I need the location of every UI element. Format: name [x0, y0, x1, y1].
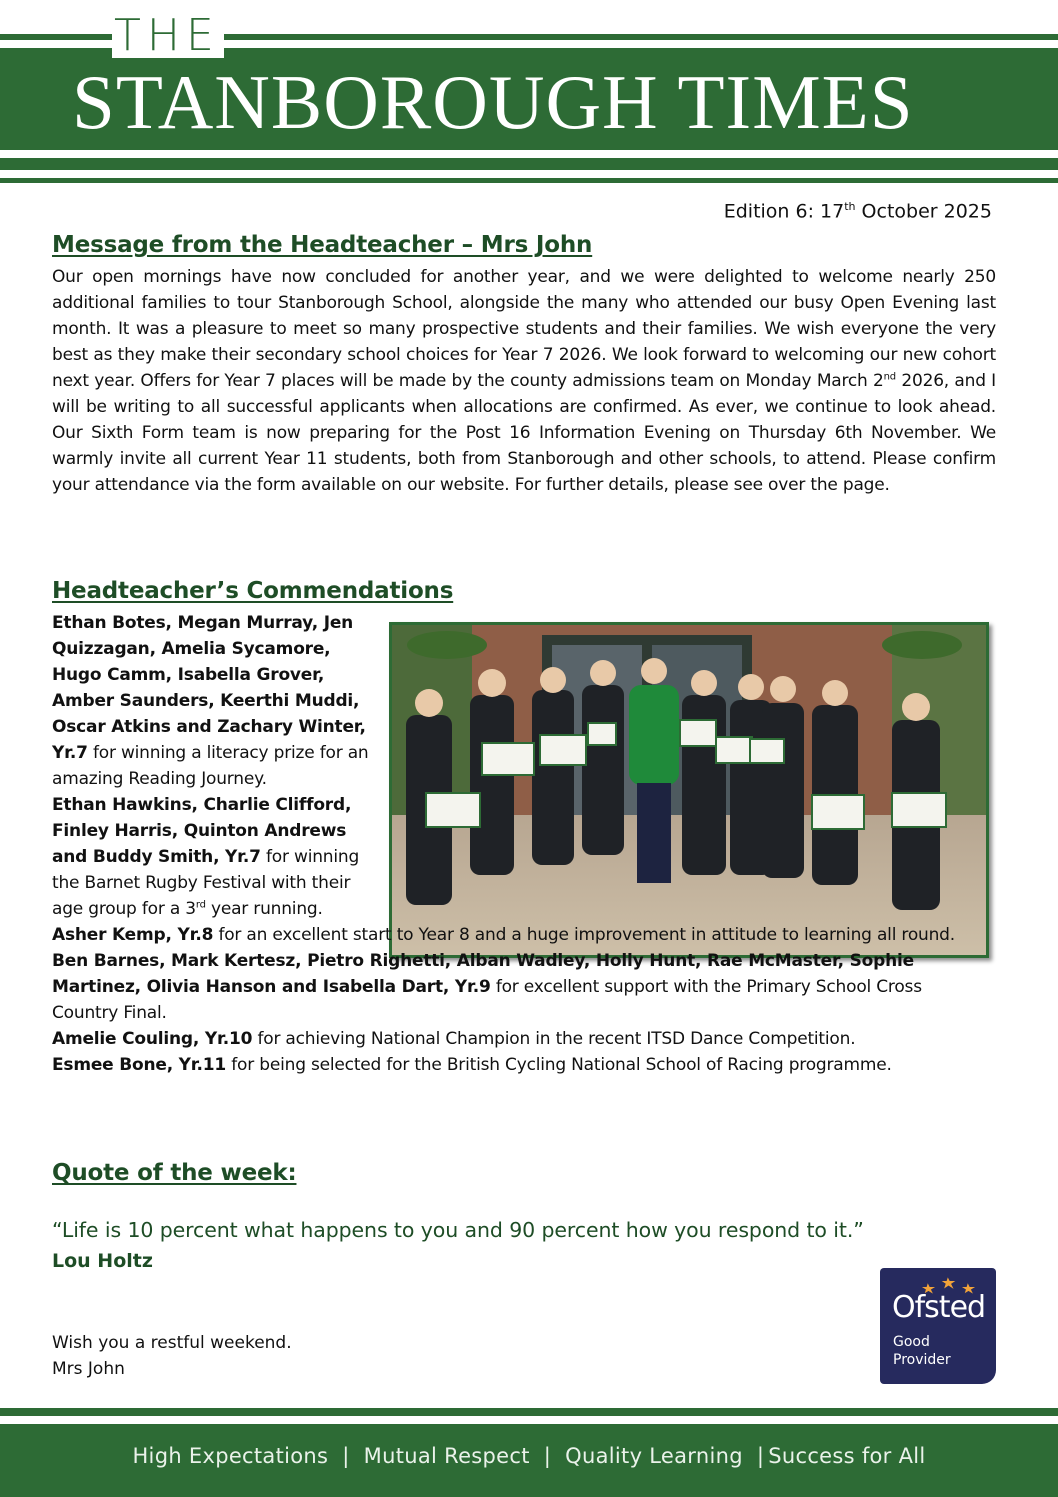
commendation-4 [52, 948, 972, 1026]
commendation-5-text: for achieving National Champion in the recent ITSD Dance Competition. [252, 1029, 856, 1049]
commendation-3-names: Asher Kemp, Yr.8 [52, 925, 214, 945]
masthead-rule-1 [0, 158, 1058, 170]
commendation-3 [52, 922, 972, 948]
quote-author: Lou Holtz [52, 1250, 153, 1272]
commendations-body [52, 610, 972, 1078]
commendations-wrap-column [52, 610, 370, 922]
footer-value-3: Quality Learning [565, 1444, 743, 1468]
commendation-2-sup: rd [195, 899, 206, 911]
edition-suffix: October 2025 [855, 200, 992, 223]
commendation-5-names: Amelie Couling, Yr.10 [52, 1029, 253, 1049]
commendation-3-text [213, 925, 955, 945]
edition-date [724, 200, 992, 222]
ofsted-grade-2: Provider [893, 1352, 951, 1368]
commendation-5 [52, 1026, 972, 1052]
commendation-3-text-line: for an excellent start to Year 8 and a huge improvement in attitude to learning all round. [213, 925, 955, 945]
message-text-b: 2026, and I will be writing to all successful applicants when allocations are confirmed. As ever, we continue to look ahead. Our Sixth Form team is now preparing for the Post 16 Information Evening on Thursday 6th November. We warmly invite all current Year 11 students, both from Stanborough and other schools, to attend. Please confirm your attendance via the form available on our website. For further details, please see over the page. [52, 371, 996, 495]
commendation-4-text: for excellent support with the Primary School Cross Country Final. [52, 977, 922, 1023]
commendation-6 [52, 1052, 972, 1078]
signoff-line-1: Wish you a restful weekend. [52, 1333, 292, 1353]
edition-sup: th [844, 200, 856, 213]
signoff-line-2: Mrs John [52, 1359, 125, 1379]
commendation-6-names: Esmee Bone, Yr.11 [52, 1055, 227, 1075]
commendation-1-names: Ethan Botes, Megan Murray, Jen Quizzagan, Amelia Sycamore, Hugo Camm, Isabella Grover, Amber Saunders, Keerthi Muddi, Oscar Atkins and Zachary Winter, Yr.7 [52, 613, 366, 763]
message-heading: Message from the Headteacher – Mrs John [52, 232, 593, 258]
footer-sep-2: | [543, 1444, 552, 1468]
commendation-1 [52, 610, 370, 792]
commendation-6-text: for being selected for the British Cycling National School of Racing programme. [226, 1055, 892, 1075]
commendation-4-names: Ben Barnes, Mark Kertesz, Pietro Righetti, Alban Wadley, Holly Hunt, Rae McMaster, Sophie Martinez, Olivia Hanson and Isabella Dart, Yr.9 [52, 951, 914, 997]
commendation-2-text-a: for winning the Barnet Rugby Festival with their age group for a 3 [52, 847, 360, 919]
ofsted-grade-1: Good [893, 1334, 930, 1350]
commendation-2-text-b: year running. [205, 899, 323, 919]
footer-sep-3: | [756, 1444, 765, 1468]
message-sup: nd [883, 371, 896, 383]
signoff [52, 1330, 292, 1382]
ofsted-name: Ofsted [892, 1290, 986, 1325]
quote-heading: Quote of the week: [52, 1160, 297, 1186]
commendation-1-text: for winning a literacy prize for an amazing Reading Journey. [52, 743, 369, 789]
masthead-the: THE [112, 14, 224, 58]
commendations-heading: Headteacher’s Commendations [52, 578, 454, 604]
ofsted-badge [880, 1268, 996, 1384]
commendation-2 [52, 792, 370, 922]
message-text-a: Our open mornings have now concluded for another year, and we were delighted to welcome nearly 250 additional families to tour Stanborough School, alongside the many who attended our busy Open Evening last month. It was a pleasure to meet so many prospective students and their families. We wish everyone the very best as they make their secondary school choices for Year 7 2026. We look forward to welcoming our new cohort next year. Offers for Year 7 places will be made by the county admissions team on Monday March 2 [52, 267, 996, 391]
footer-rule [0, 1408, 1058, 1416]
footer-sep-1: | [342, 1444, 350, 1468]
footer-value-1: High Expectations [132, 1444, 329, 1468]
message-body [52, 264, 996, 498]
masthead-title: STANBOROUGH TIMES [72, 59, 914, 145]
commendation-2-names: Ethan Hawkins, Charlie Clifford, Finley Harris, Quinton Andrews and Buddy Smith, Yr.7 [52, 795, 352, 867]
footer-value-2: Mutual Respect [363, 1444, 530, 1468]
footer-values [0, 1444, 1058, 1468]
footer-value-4: Success for All [768, 1444, 926, 1468]
edition-prefix: Edition 6: 17 [723, 200, 845, 223]
masthead-rule-2 [0, 178, 1058, 183]
quote-text: “Life is 10 percent what happens to you and 90 percent how you respond to it.” [52, 1218, 864, 1242]
